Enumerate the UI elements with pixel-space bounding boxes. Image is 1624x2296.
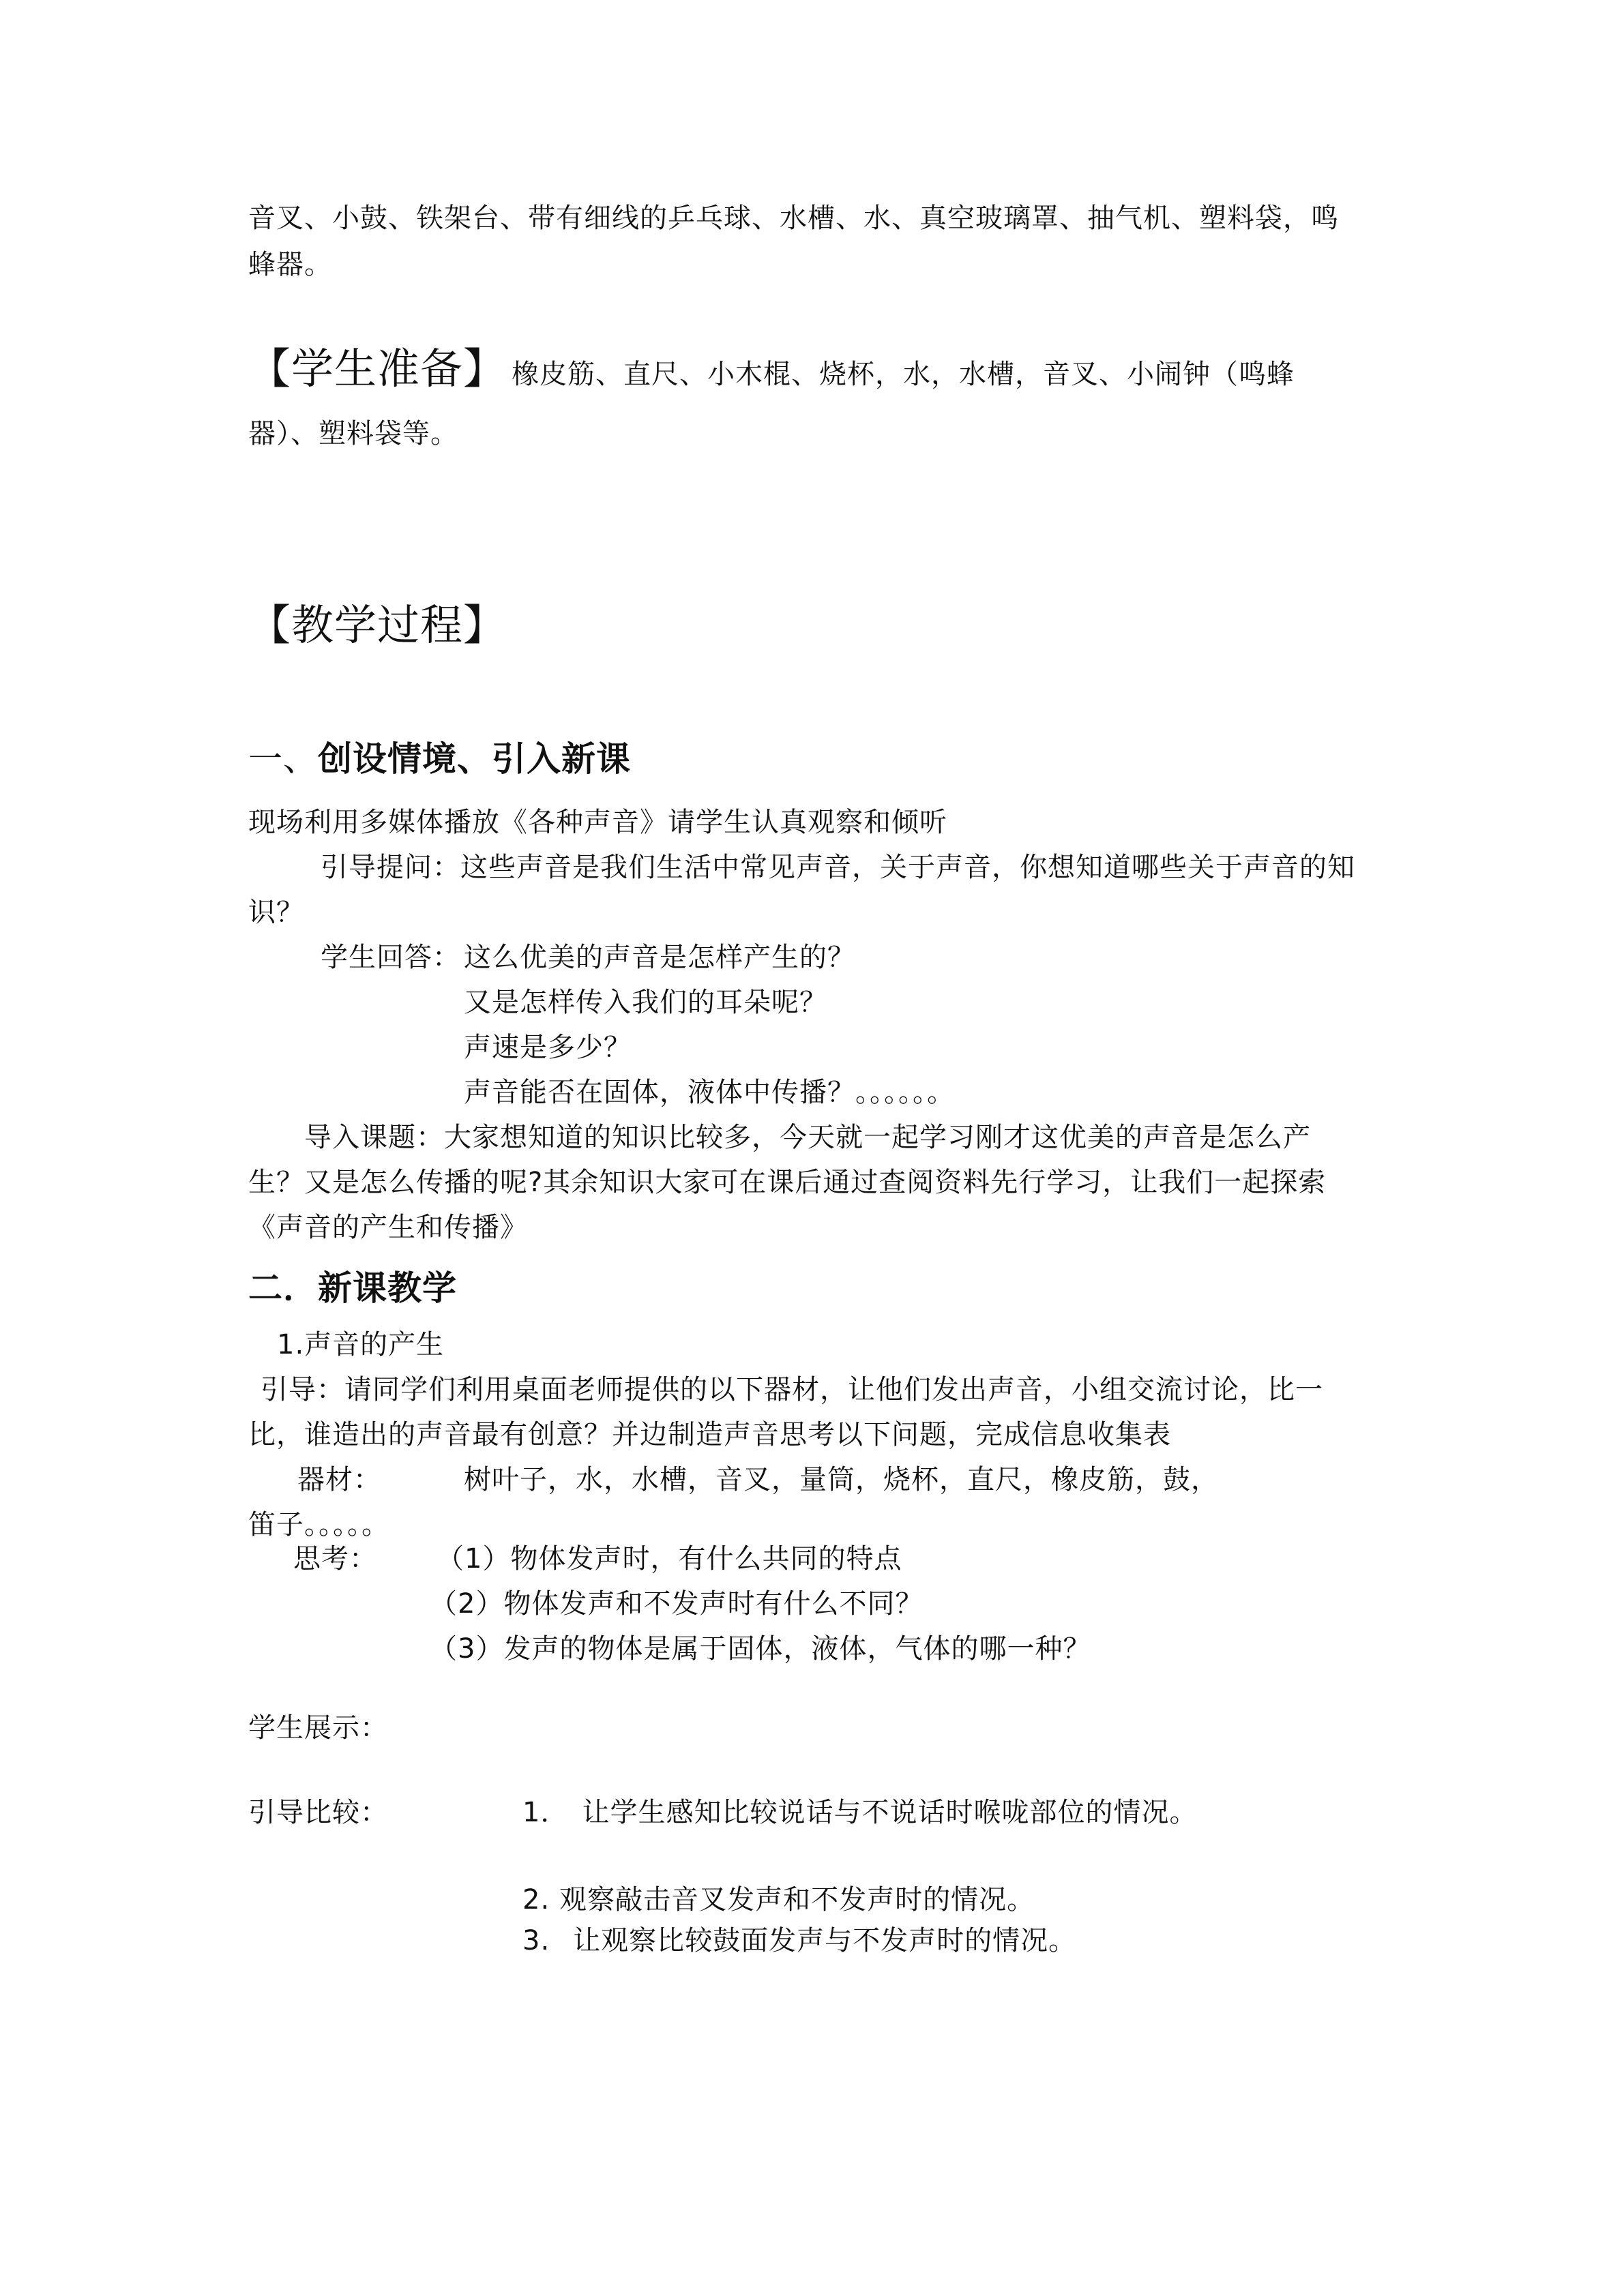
answer-item-4: 声音能否在固体，液体中传播？。。。。。。: [464, 1077, 955, 1108]
compare-item-text: 观察敲击音叉发声和不发声时的情况。: [559, 1884, 1035, 1915]
guide-line-1: 引导：请同学们利用桌面老师提供的以下器材，让他们发出声音，小组交流讨论，比一: [261, 1374, 1323, 1405]
thinking-item-1: （1）物体发声时，有什么共同的特点: [437, 1543, 902, 1575]
section-1-intro: 现场利用多媒体播放《各种声音》请学生认真观察和倾听: [248, 807, 947, 838]
compare-item-1: [522, 1799, 1197, 1826]
materials-line-2: 笛子。。。。。: [248, 1509, 389, 1540]
thinking-label: 思考：: [293, 1543, 377, 1575]
thinking-item-2: （2）物体发声和不发声时有什么不同？: [430, 1588, 924, 1620]
thinking-item-3: （3）发声的物体是属于固体，液体，气体的哪一种？: [430, 1633, 1091, 1665]
materials-label: 器材：: [297, 1464, 381, 1495]
answer-item-3: 声速是多少？: [464, 1032, 632, 1063]
student-prep-line-1: 橡皮筋、直尺、小木棍、烧杯，水，水槽，音叉、小闹钟（鸣蜂: [512, 359, 1295, 390]
compare-label: 引导比较：: [248, 1797, 388, 1828]
student-show-label: 学生展示：: [248, 1712, 388, 1744]
answer-item-1: 这么优美的声音是怎样产生的？: [464, 942, 855, 973]
guide-line-2: 比，谁造出的声音最有创意？并边制造声音思考以下问题，完成信息收集表: [248, 1419, 1171, 1450]
section-1-heading: [248, 739, 631, 779]
section-1-heading-text: 创设情境、引入新课: [318, 739, 631, 779]
equipment-line-2: 蜂器。: [248, 249, 332, 280]
compare-item-2: [522, 1886, 1035, 1913]
compare-item-number: 3.: [522, 1925, 550, 1956]
answer-label: 学生回答：: [321, 942, 460, 973]
student-prep-paragraph: [248, 344, 1295, 393]
section-1-heading-prefix: 一、: [248, 739, 318, 779]
topic-line-3: 《声音的产生和传播》: [248, 1212, 528, 1243]
teaching-process-heading: 【教学过程】: [248, 600, 507, 650]
materials-line-1: 树叶子，水，水槽，音叉，量筒，烧杯，直尺，橡皮筋，鼓，: [464, 1464, 1219, 1495]
question-line-1: 引导提问：这些声音是我们生活中常见声音，关于声音，你想知道哪些关于声音的知: [321, 852, 1355, 883]
question-line-2: 识？: [248, 897, 304, 928]
compare-item-3: [522, 1927, 1076, 1954]
answer-item-2: 又是怎样传入我们的耳朵呢？: [464, 987, 827, 1018]
compare-item-text: 让学生感知比较说话与不说话时喉咙部位的情况。: [582, 1797, 1198, 1828]
topic-line-2: 生？又是怎么传播的呢?其余知识大家可在课后通过查阅资料先行学习，让我们一起探索: [248, 1167, 1327, 1198]
compare-item-number: 1．: [522, 1797, 569, 1828]
equipment-line-1: 音叉、小鼓、铁架台、带有细线的乒乓球、水槽、水、真空玻璃罩、抽气机、塑料袋，鸣: [248, 203, 1339, 234]
compare-item-text: 让观察比较鼓面发声与不发声时的情况。: [573, 1925, 1077, 1956]
compare-item-number: 2.: [522, 1884, 550, 1915]
topic-line-1: 导入课题：大家想知道的知识比较多，今天就一起学习刚才这优美的声音是怎么产: [304, 1122, 1311, 1153]
sub-heading-sound-production: 1.声音的产生: [277, 1329, 445, 1360]
student-prep-heading: 【学生准备】: [248, 344, 507, 393]
student-prep-line-2: 器）、塑料袋等。: [248, 418, 458, 449]
section-2-heading: 二．新课教学: [248, 1268, 457, 1308]
